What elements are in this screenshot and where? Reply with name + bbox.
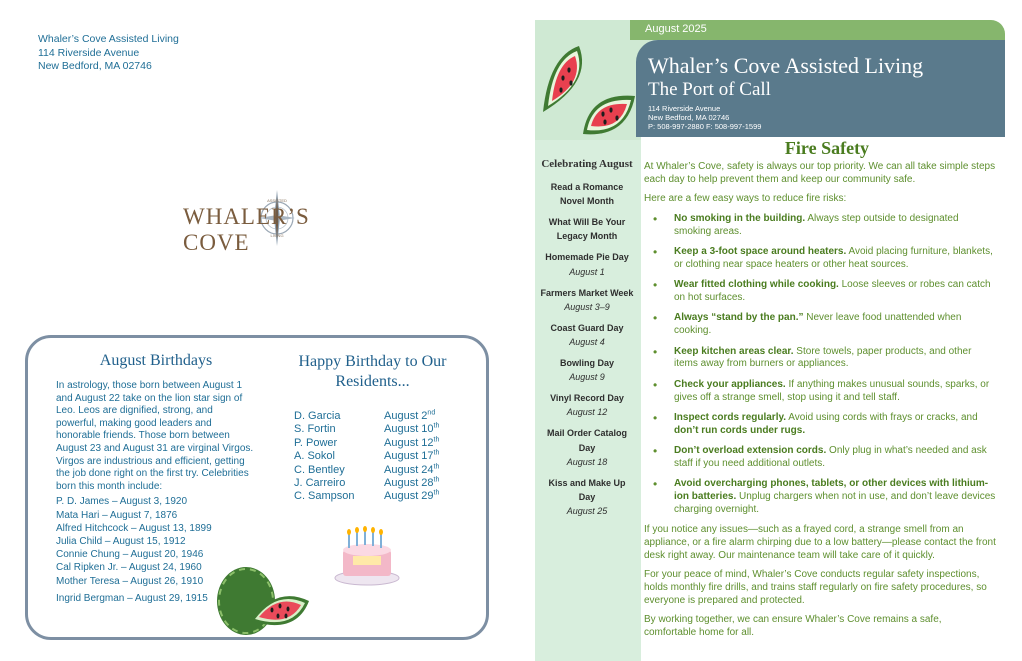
calendar-item	[539, 476, 635, 518]
resident-name: J. Carreiro	[294, 477, 346, 490]
tip-text: If anything makes unusual sounds, sparks, or gives off a strange smell, stop using it and tell staff.	[674, 378, 990, 403]
return-address-line: 114 Riverside Avenue	[38, 46, 140, 59]
address-line: P: 508-997-2880 F: 508-997-1599	[648, 122, 762, 131]
tip-text: Loose sleeves or robes can catch on hot surfaces.	[674, 279, 991, 304]
address-line: 114 Riverside Avenue	[648, 104, 721, 113]
resident-date: August 24th	[384, 462, 440, 476]
celebrity-item: Connie Chung – August 20, 1946	[56, 549, 204, 561]
birthdays-title: August Birthdays	[99, 352, 213, 369]
calendar-item-name: Bowling Day	[559, 357, 614, 368]
birthdays-intro: In astrology, those born between August 1 and August 22 take on the lion star sign of Leo. Leos are dignified, strong, and powerful, making good leaders and honorable friends. Those born between August 23 and August 31 are virginal Virgos. Virgos are industrious and efficient, getting the job done right on the first try. Celebrities born this month include:	[56, 380, 254, 492]
tip-heading: Keep kitchen areas clear.	[674, 345, 794, 357]
article-paragraph: For your peace of mind, Whaler’s Cove conducts regular safety inspections, holds monthly fire drills, and trains staff regularly on fire safety procedures, so everyone is prepared and protected.	[644, 569, 987, 606]
resident-row	[294, 437, 455, 450]
calendar-item-name: Vinyl Record Day	[550, 393, 624, 404]
fire-safety-article	[644, 138, 996, 640]
resident-name: P. Power	[294, 436, 338, 449]
calendar-item-name: Homemade Pie Day	[545, 252, 629, 263]
resident-row	[294, 410, 455, 423]
residents-title: Happy Birthday to Our Residents...	[298, 353, 447, 390]
resident-row	[294, 450, 455, 463]
return-address	[38, 33, 179, 74]
resident-date: August 28th	[384, 476, 440, 490]
resident-name: S. Fortin	[294, 423, 336, 436]
tip-heading: Keep a 3-foot space around heaters.	[674, 245, 847, 257]
tip-text: Never leave food unattended when cooking.	[674, 312, 962, 337]
resident-name: A. Sokol	[294, 450, 335, 463]
birthdays-panel	[25, 335, 489, 640]
resident-name: C. Bentley	[294, 463, 345, 476]
tip-heading: Wear fitted clothing while cooking.	[674, 279, 839, 291]
address-line: New Bedford, MA 02746	[648, 113, 730, 122]
calendar-item-date: August 9	[569, 372, 605, 383]
article-paragraph: Here are a few easy ways to reduce fire risks:	[644, 192, 847, 204]
tip-item	[653, 213, 996, 239]
resident-birthday-list	[294, 410, 455, 504]
calendar-item-name: What Will Be Your Legacy Month	[548, 216, 626, 242]
tip-item	[653, 279, 996, 305]
tip-text: Only plug in what’s needed and ask staff if you need additional outlets.	[674, 445, 987, 470]
calendar-item-name: Mail Order Catalog Day	[546, 428, 627, 453]
celebrity-item: Julia Child – August 15, 1912	[56, 535, 186, 547]
tip-item	[653, 246, 996, 272]
calendar-item	[539, 356, 635, 384]
tip-item	[653, 346, 996, 372]
tip-heading: Check your appliances.	[674, 378, 786, 390]
tip-heading: No smoking in the building.	[674, 212, 806, 224]
resident-row	[294, 490, 455, 503]
calendar-item	[539, 215, 635, 243]
resident-birthdays-section	[290, 352, 455, 504]
calendar-item-date: August 1	[569, 266, 605, 277]
calendar-item-date: August 18	[566, 456, 608, 467]
celebrity-item: Ingrid Bergman – August 29, 1915	[56, 592, 208, 604]
tip-heading: Inspect cords regularly.	[674, 411, 787, 423]
tip-heading: Don’t overload extension cords.	[674, 445, 827, 457]
calendar-item	[539, 391, 635, 419]
tip-heading: Always “stand by the pan.”	[674, 312, 804, 324]
resident-date: August 29th	[384, 489, 440, 503]
calendar-item-date: August 25	[566, 506, 608, 517]
tip-item	[653, 312, 996, 338]
tip-item	[653, 412, 996, 438]
tip-heading: Avoid overcharging phones, tablets, or other devices with lithium-ion batteries.	[674, 478, 989, 503]
tip-text: Always step outside to designated smoking areas.	[674, 212, 959, 237]
calendar-item-name: Read a Romance Novel Month	[550, 181, 624, 206]
article-paragraph: By working together, we can ensure Whaler’s Cove remains a safe, comfortable home for all.	[644, 613, 942, 638]
fire-safety-tips	[653, 213, 996, 517]
calendar-item	[539, 426, 635, 468]
celebrity-item: Mata Hari – August 7, 1876	[56, 509, 178, 521]
calendar-item-name: Farmers Market Week	[540, 287, 634, 298]
celebrating-calendar	[539, 158, 635, 525]
tip-item	[653, 478, 996, 517]
tip-item	[653, 379, 996, 405]
calendar-item-date: August 12	[566, 407, 608, 418]
masthead-title: Whaler’s Cove Assisted Living	[648, 53, 924, 78]
calendar-item-date: August 4	[569, 336, 605, 347]
watermelon-slices-icon	[539, 38, 637, 138]
whalers-cove-logo	[183, 188, 358, 255]
tip-text: Avoid using cords with frays or cracks, and	[786, 411, 978, 423]
resident-date: August 12th	[384, 436, 440, 449]
calendar-item	[539, 180, 635, 208]
resident-name: D. Garcia	[294, 410, 341, 422]
birthday-cake-icon	[333, 526, 401, 586]
masthead-subtitle: The Port of Call	[648, 79, 771, 100]
article-title: Fire Safety	[784, 138, 870, 158]
masthead-banner	[636, 40, 1005, 137]
watermelon-icon	[216, 563, 311, 643]
article-paragraph: If you notice any issues—such as a frayed cord, a strange smell from an appliance, or a fire alarm chirping due to a low battery—please contact the front desk right away. Our maintenance team will take care of it quickly.	[644, 524, 996, 562]
newsletter-page	[535, 20, 1005, 661]
calendar-item-date: August 3–9	[564, 301, 610, 312]
logo-ring-top: ASSISTED	[267, 198, 287, 203]
resident-date: August 2nd	[384, 409, 436, 422]
article-paragraph: At Whaler’s Cove, safety is always our top priority. We can all take simple steps each day to help prevent them and keep our community safe.	[644, 161, 996, 185]
logo-ring-bottom: LIVING	[270, 233, 284, 238]
celebrity-item: P. D. James – August 3, 1920	[56, 496, 188, 508]
issue-month: August 2025	[645, 23, 707, 35]
calendar-item-name: Coast Guard Day	[550, 322, 624, 333]
tip-text: Store towels, paper products, and other items away from burners or appliances.	[674, 345, 972, 370]
calendar-heading: Celebrating August	[541, 158, 633, 170]
resident-row	[294, 423, 455, 436]
resident-row	[294, 477, 455, 490]
celebrity-item: Alfred Hitchcock – August 13, 1899	[56, 522, 212, 534]
resident-date: August 10th	[384, 422, 440, 436]
celebrity-item: Cal Ripken Jr. – August 24, 1960	[56, 562, 202, 574]
calendar-item-name: Kiss and Make Up Day	[548, 477, 626, 502]
return-address-line: Whaler’s Cove Assisted Living	[38, 33, 179, 45]
tip-item	[653, 445, 996, 471]
calendar-item	[539, 250, 635, 278]
resident-row	[294, 464, 455, 477]
tip-text: Avoid placing furniture, blankets, or clothing near space heaters or other heat sources.	[674, 245, 993, 270]
resident-name: C. Sampson	[294, 490, 355, 503]
calendar-item	[539, 321, 635, 349]
calendar-item	[539, 286, 635, 314]
tip-text: Unplug chargers when not in use, and don’t leave devices charging overnight.	[674, 491, 996, 516]
logo-wordmark: WHALER’S COVE	[183, 204, 310, 255]
masthead-address	[648, 104, 761, 131]
return-address-line: New Bedford, MA 02746	[38, 60, 152, 72]
resident-date: August 17th	[384, 449, 440, 463]
celebrity-item: Mother Teresa – August 26, 1910	[56, 575, 204, 587]
tip-emphasis: don’t run cords under rugs.	[674, 424, 806, 436]
